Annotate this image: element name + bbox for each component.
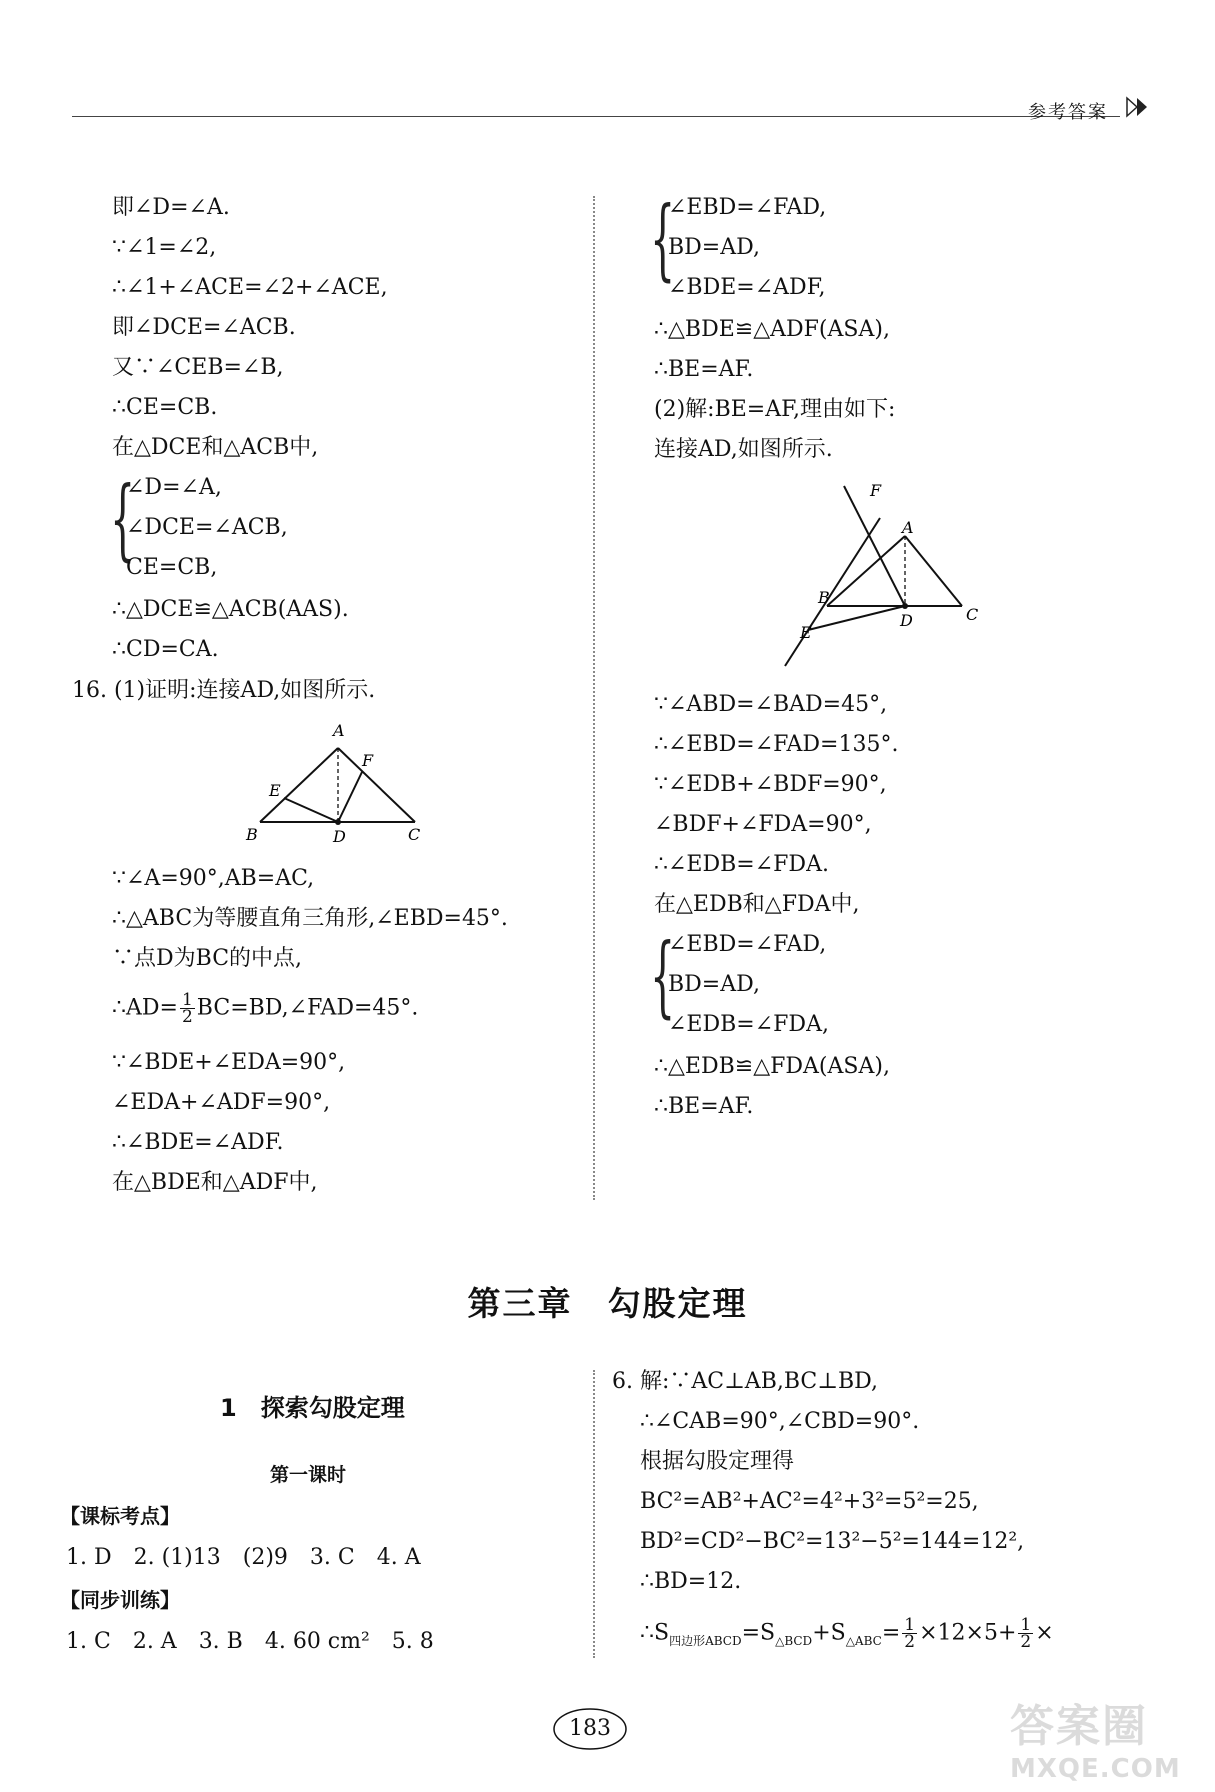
brace-line: ∠BDE=∠ADF, xyxy=(668,275,826,300)
fraction-half: $\frac{1}{2}$ xyxy=(904,1615,916,1652)
text-line: ∵∠EDB+∠BDF=90°, xyxy=(654,772,887,797)
ad-prefix: ∴AD= xyxy=(112,995,178,1021)
column-divider xyxy=(593,196,595,1200)
text-line: ∴∠EBD=∠FAD=135°. xyxy=(654,732,899,757)
text-line: ∵点D为BC的中点, xyxy=(112,946,303,971)
watermark-logo: 答案圈 MXQE.COM xyxy=(1010,1701,1181,1784)
section-title: 1 探索勾股定理 xyxy=(220,1394,405,1422)
kb-label: 【课标考点】 xyxy=(60,1504,180,1528)
q6-line: ∴BD=12. xyxy=(640,1569,742,1594)
tb-answers: 1. C 2. A 3. B 4. 60 cm² 5. 8 xyxy=(66,1629,434,1654)
q6-line: BD²=CD²−BC²=13²−5²=144=12², xyxy=(640,1529,1025,1554)
text-line: 在△DCE和△ACB中, xyxy=(112,435,319,460)
text-line: 在△EDB和△FDA中, xyxy=(654,892,860,917)
brace-line: ∠DCE=∠ACB, xyxy=(126,515,288,540)
brace-right-1: { xyxy=(650,187,676,290)
text-line: ∴BE=AF. xyxy=(654,1094,754,1119)
area-equation: $\therefore S_{四边形ABCD}=S_{\triangle BCD}+S_{\triangle ABC}=$ $\frac{1}{2}$ ×12×5+ $\frac{1}{2}$ × xyxy=(640,1615,1054,1652)
text-line: ∴BE=AF. xyxy=(654,357,754,382)
header-label: 参考答案 xyxy=(1028,102,1108,123)
ad-suffix: BC=BD,∠FAD=45°. xyxy=(196,995,419,1021)
kb-answers: 1. D 2. (1)13 (2)9 3. C 4. A xyxy=(66,1545,421,1570)
brace-line: BD=AD, xyxy=(668,235,760,260)
fraction-half: $\frac{1}{2}$ xyxy=(181,990,193,1027)
text-line: 即∠D=∠A. xyxy=(112,195,230,220)
header-rule xyxy=(72,116,1120,117)
text-line: ∴△ABC为等腰直角三角形,∠EBD=45°. xyxy=(112,906,508,931)
page-number: 183 xyxy=(569,1716,611,1741)
text-line: ∴△BDE≌△ADF(ASA), xyxy=(654,317,890,342)
header-arrow-icon xyxy=(1125,96,1155,118)
text-line: ∴∠EDB=∠FDA. xyxy=(654,852,829,877)
text-line: ∴CD=CA. xyxy=(112,637,219,662)
text-line: 即∠DCE=∠ACB. xyxy=(112,315,296,340)
text-line: 又∵∠CEB=∠B, xyxy=(112,355,284,380)
brace-line: ∠EBD=∠FAD, xyxy=(668,932,827,957)
q6-line: 根据勾股定理得 xyxy=(640,1449,795,1474)
text-line: ∴△DCE≌△ACB(AAS). xyxy=(112,597,349,622)
text-line: ∵∠ABD=∠BAD=45°, xyxy=(654,692,888,717)
fig1-label-B: B xyxy=(246,825,258,843)
text-line: ∠BDF+∠FDA=90°, xyxy=(654,812,872,837)
fig1-label-D: D xyxy=(333,827,346,843)
question-16: 16. (1)证明:连接AD,如图所示. xyxy=(72,678,376,703)
brace-line: ∠EBD=∠FAD, xyxy=(668,195,827,220)
figure-triangle-2 xyxy=(772,478,992,678)
text-line: ∵∠1=∠2, xyxy=(112,235,217,260)
figure-triangle-1 xyxy=(240,718,440,843)
fig1-label-C: C xyxy=(408,825,421,843)
text-line: ∴∠BDE=∠ADF. xyxy=(112,1130,284,1155)
fig2-label-D: D xyxy=(900,611,913,630)
chapter-title: 第三章 勾股定理 xyxy=(467,1284,748,1323)
brace-line: ∠EDB=∠FDA, xyxy=(668,1012,829,1037)
ad-equation xyxy=(112,992,418,1025)
fig2-label-F: F xyxy=(870,481,882,500)
fig1-label-A: A xyxy=(333,721,345,740)
text-line: ∴△EDB≌△FDA(ASA), xyxy=(654,1054,890,1079)
fig2-label-E: E xyxy=(800,623,812,642)
fig2-label-C: C xyxy=(966,605,979,624)
brace-line: ∠D=∠A, xyxy=(126,475,222,500)
q6-line: 6. 解:∵AC⊥AB,BC⊥BD, xyxy=(612,1369,878,1394)
tb-label: 【同步训练】 xyxy=(60,1588,180,1612)
text-line: ∵∠BDE+∠EDA=90°, xyxy=(112,1050,346,1075)
fraction-half: $\frac{1}{2}$ xyxy=(1020,1615,1032,1652)
text-line: ∠EDA+∠ADF=90°, xyxy=(112,1090,331,1115)
brace-left-1: { xyxy=(110,467,136,570)
q6-line: ∴∠CAB=90°,∠CBD=90°. xyxy=(640,1409,920,1434)
brace-line: CE=CB, xyxy=(126,555,218,580)
text-line: ∴∠1+∠ACE=∠2+∠ACE, xyxy=(112,275,388,300)
fig2-label-B: B xyxy=(818,588,830,607)
fig2-label-A: A xyxy=(902,518,914,537)
text-line: 在△BDE和△ADF中, xyxy=(112,1170,318,1195)
text-line: (2)解:BE=AF,理由如下: xyxy=(654,397,896,422)
page-number-badge xyxy=(552,1706,628,1752)
text-line: ∴CE=CB. xyxy=(112,395,218,420)
fig1-label-E: E xyxy=(269,781,281,800)
brace-right-2: { xyxy=(650,924,676,1027)
text-line: 连接AD,如图所示. xyxy=(654,437,833,462)
column-divider-bottom xyxy=(593,1370,595,1658)
q6-line: BC²=AB²+AC²=4²+3²=5²=25, xyxy=(640,1489,979,1514)
text-line: ∵∠A=90°,AB=AC, xyxy=(112,866,315,891)
fig1-label-F: F xyxy=(362,751,374,770)
brace-line: BD=AD, xyxy=(668,972,760,997)
lesson-title: 第一课时 xyxy=(270,1464,347,1486)
